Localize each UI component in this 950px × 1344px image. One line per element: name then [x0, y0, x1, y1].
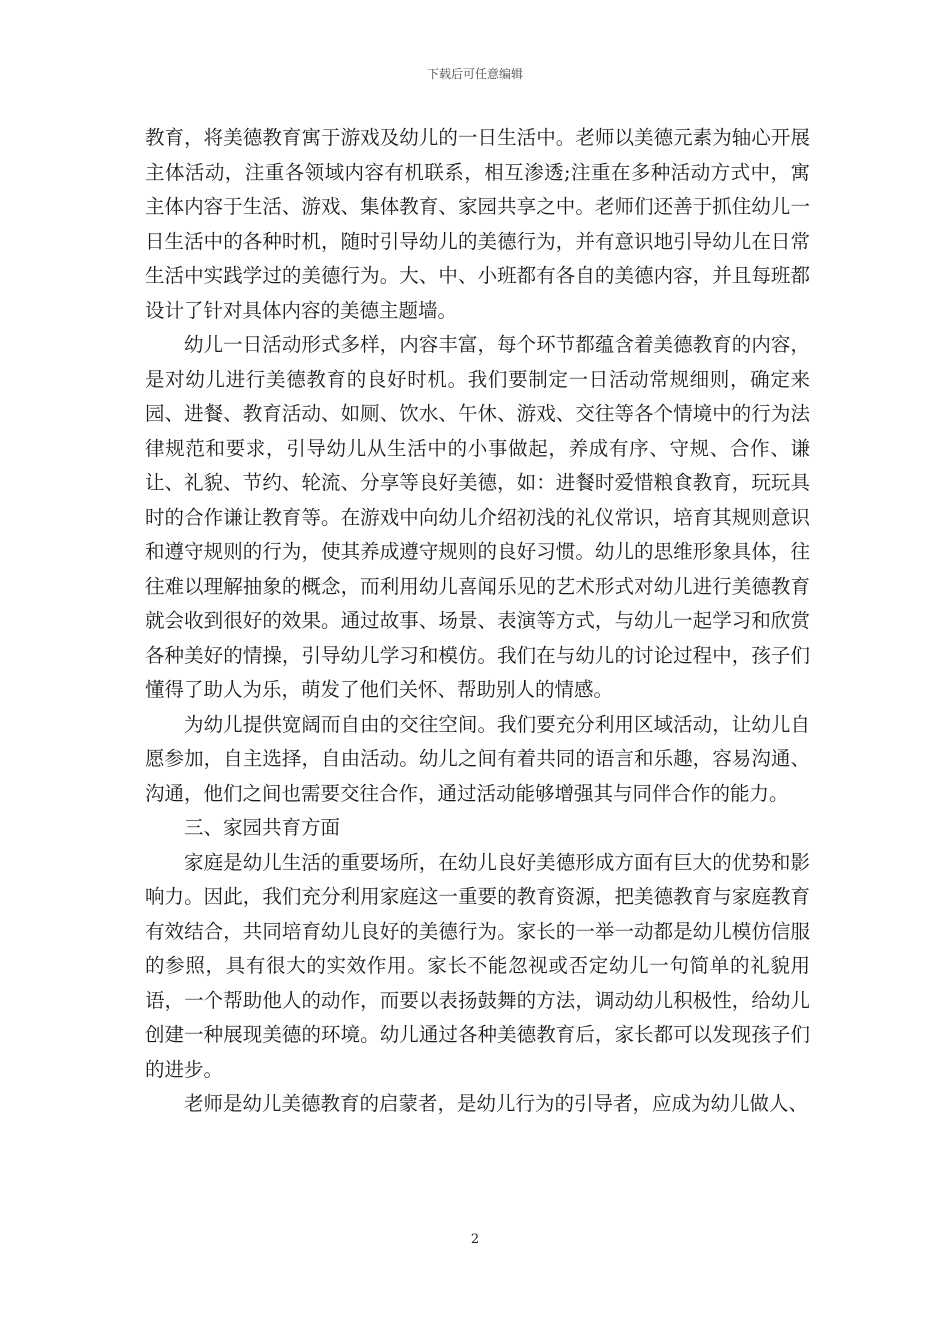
paragraph-4: 家庭是幼儿生活的重要场所，在幼儿良好美德形成方面有巨大的优势和影响力。因此，我们充分利用家庭这一重要的教育资源，把美德教育与家庭教育有效结合，共同培育幼儿良好的美德行为。家长的一举一动都是幼儿模仿信服的参照，具有很大的实效作用。家长不能忽视或否定幼儿一句简单的礼貌用语，一个帮助他人的动作，而要以表扬鼓舞的方法，调动幼儿积极性，给幼儿创建一种展现美德的环境。幼儿通过各种美德教育后，家长都可以发现孩子们的进步。: [145, 850, 810, 1081]
paragraph-1: 教育，将美德教育寓于游戏及幼儿的一日生活中。老师以美德元素为轴心开展主体活动，注重各领域内容有机联系，相互渗透;注重在多种活动方式中，寓主体内容于生活、游戏、集体教育、家园共享之中。老师们还善于抓住幼儿一日生活中的各种时机，随时引导幼儿的美德行为，并有意识地引导幼儿在日常生活中实践学过的美德行为。大、中、小班都有各自的美德内容，并且每班都设计了针对具体内容的美德主题墙。: [145, 126, 810, 322]
paragraph-3: 为幼儿提供宽阔而自由的交往空间。我们要充分利用区域活动，让幼儿自愿参加，自主选择，自由活动。幼儿之间有着共同的语言和乐趣，容易沟通、沟通，他们之间也需要交往合作，通过活动能够增强其与同伴合作的能力。: [145, 712, 810, 805]
paragraph-5: 老师是幼儿美德教育的启蒙者，是幼儿行为的引导者，应成为幼儿做人、: [184, 1092, 809, 1115]
page-header: 下载后可任意编辑: [426, 67, 523, 81]
page-number: 2: [470, 1232, 480, 1247]
section-heading: 三、家园共育方面: [184, 816, 341, 839]
paragraph-2: 幼儿一日活动形式多样，内容丰富，每个环节都蕴含着美德教育的内容，是对幼儿进行美德教育的良好时机。我们要制定一日活动常规细则，确定来园、进餐、教育活动、如厕、饮水、午休、游戏、交往等各个情境中的行为法律规范和要求，引导幼儿从生活中的小事做起，养成有序、守规、合作、谦让、礼貌、节约、轮流、分享等良好美德，如：进餐时爱惜粮食教育，玩玩具时的合作谦让教育等。在游戏中向幼儿介绍初浅的礼仪常识，培育其规则意识和遵守规则的行为，使其养成遵守规则的良好习惯。幼儿的思维形象具体，往往难以理解抽象的概念，而利用幼儿喜闻乐见的艺术形式对幼儿进行美德教育就会收到很好的效果。通过故事、场景、表演等方式，与幼儿一起学习和欣赏各种美好的情操，引导幼儿学习和模仿。我们在与幼儿的讨论过程中，孩子们懂得了助人为乐，萌发了他们关怀、帮助别人的情感。: [145, 333, 810, 701]
document-body: [145, 121, 810, 1122]
